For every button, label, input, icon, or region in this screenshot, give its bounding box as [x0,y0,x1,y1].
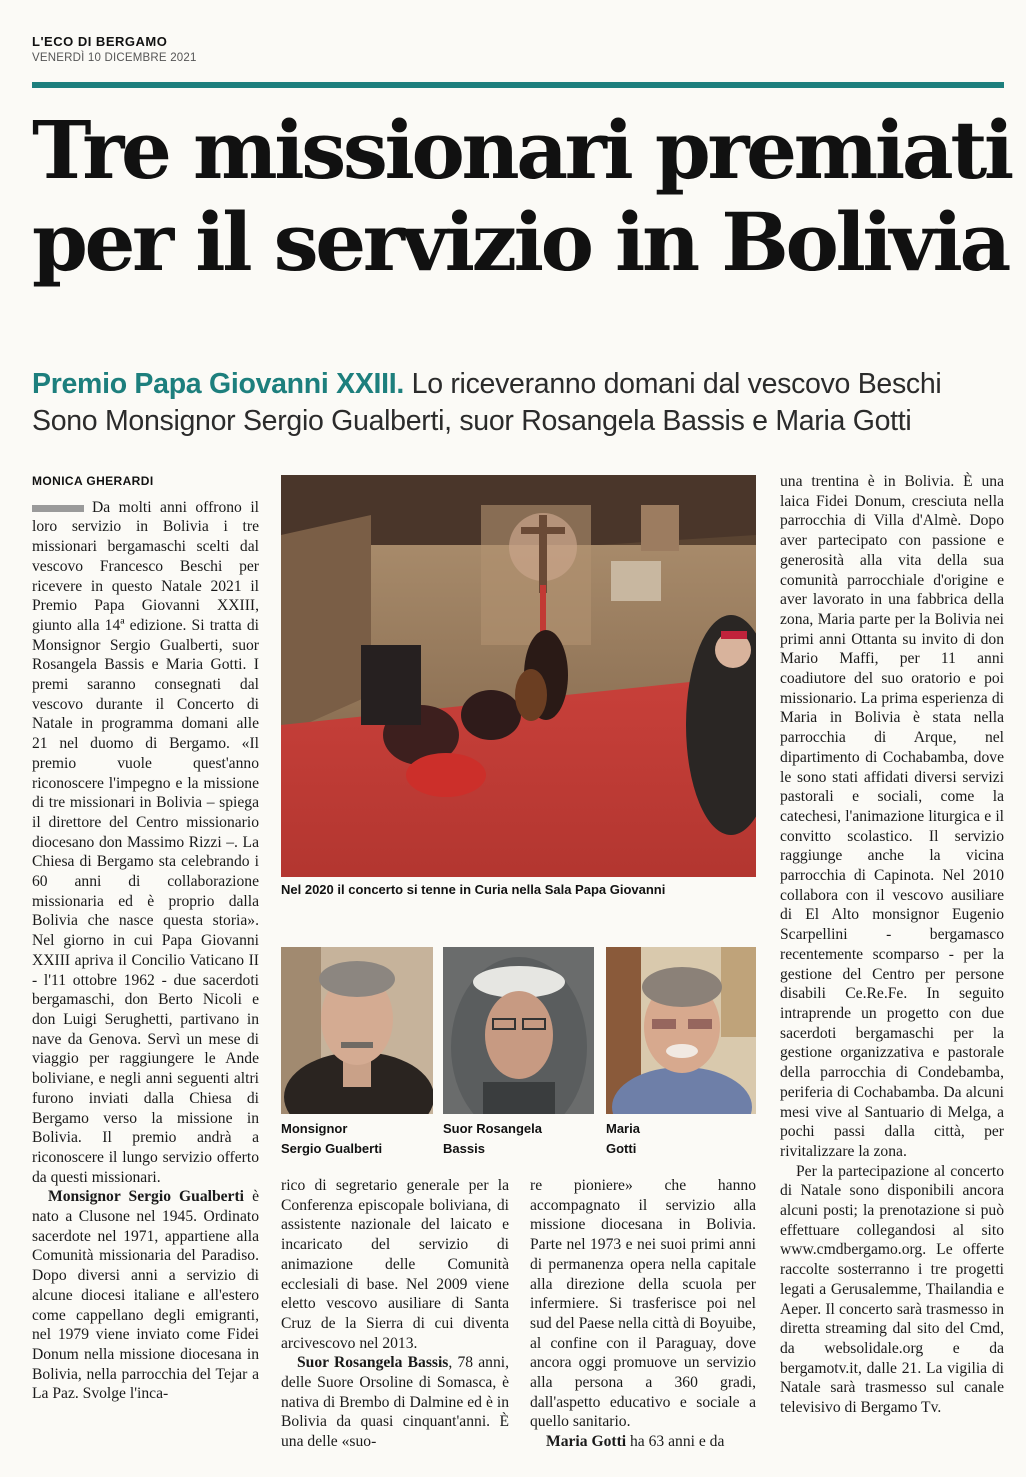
newspaper-name: L'ECO DI BERGAMO [32,34,168,49]
portrait-sergio-gualberti [281,947,433,1114]
col4-paragraph-2: Per la partecipazione al concerto di Natale sono disponibili ancora alcuni posti; la prenotazione si può effettuare collegandosi al sito www.cmdbergamo.org. Le offerte raccolte sosterranno i tre progetti legati a Gerusalemme, Thailandia e Aeper. Il concerto sarà trasmesso in diretta streaming dal sito del Cmd, da websolidale.org e da bergamotv.it, dalle 21. La vigilia di Natale sarà trasmesso sul canale televisivo di Bergamo Tv. [780,1162,1004,1417]
col3-p2-lead: Maria Gotti [546,1433,627,1451]
portrait-caption-2 [443,1119,594,1159]
portrait-rosangela-bassis [443,947,594,1114]
subhead-text-1: Lo riceveranno domani dal vescovo Beschi [404,368,942,400]
headline-line-2: per il servizio in Bolivia [32,195,1008,289]
col3-paragraph-1: re pioniere» che hanno accompagnato il servizio alla missione diocesana in Bolivia. Parte nel 1973 e nei suoi primi anni di permanenza opera nella capitale alla direzione della scuola per infermiere. Si trasferisce poi nel sud del Paese nella città di Boyuibe, al confine con il Paraguay, dove ancora oggi promuove un servizio alla persona a 360 gradi, dall'aspetto educativo e sociale a quello sanitario. [530,1177,756,1431]
article-column-1 [32,472,259,1404]
subhead-kicker: Premio Papa Giovanni XXIII. [32,368,405,400]
col1-p1-text: Da molti anni offrono il loro servizio in Bolivia i tre missionari bergamaschi scelti dal vescovo Francesco Beschi per ricevere in questo Natale 2021 il Premio Papa Giovanni XXIII, giunto alla 14ª edizione. Si tratta di Monsignor Sergio Gualberti, suor Rosangela Bassis e Maria Gotti. I premi saranno consegnati dal vescovo durante il Concerto di Natale in programma domani alle 21 nel duomo di Bergamo. «Il premio vuole quest'anno riconoscere l'impegno e la missione di tre missionari in Bolivia – spiega il direttore del Centro missionario diocesano don Massimo Rizzi –. La Chiesa di Bergamo sta celebrando i 60 anni di collaborazione missionaria ed è proprio dalla Bolivia che nasce questa storia». Nel giorno in cui Papa Giovanni XXIII apriva il Concilio Vaticano II - l'11 ottobre 1962 - due sacerdoti bergamaschi, don Berto Nicoli e don Luigi Serughetti, partivano in nave da Genova. Servì un mese di viaggio per raggiungere le Ande boliviane, e negli anni seguenti altri furono inviati dalla Chiesa di Bergamo verso la missione in Bolivia. Il premio andrà a riconoscere il lungo servizio offerto da questi missionari. [32,498,259,1186]
portrait-caption-line: Monsignor [281,1121,348,1136]
col4-paragraph-1: una trentina è in Bolivia. È una laica Fidei Donum, cresciuta nella parrocchia di Villa d'Almè. Dopo aver partecipato con passione e generosità alla vita della sua comunità parrocchiale d'origine e aver lavorato in una fabbrica della zona, Maria parte per la Bolivia nei primi anni Ottanta su invito di don Mario Maffi, per 11 anni coadiutore del suo oratorio e poi missionario. La prima esperienza di Maria in Bolivia è stata nella parrocchia di Arque, nel dipartimento di Cochabamba, dove le sono stati affidati diversi servizi pastorali e sociali, come la catechesi, l'animazione liturgica e il convitto scolastico. Il servizio raggiunge anche la vicina parrocchia di Capinota. Nel 2010 collabora con il vescovo ausiliare di El Alto monsignor Eugenio Scarpellini - bergamasco recentemente scomparso - per la gestione del Centro per persone disabili Ce.Re.Fe. In seguito intraprende un progetto con due sacerdoti bergamaschi per la gestione organizzativa e pastorale della parrocchia di Condebamba, periferia di Cochabamba. Da alcuni mesi vive al Santuario di Melga, a pochi passi dalla città, per rivitalizzare la zona. [780,473,1004,1160]
byline: MONICA GHERARDI [32,474,154,488]
lead-marker [32,505,84,512]
concert-photo [281,475,756,877]
portrait-maria-gotti [606,947,756,1114]
article-column-4 [780,472,1004,1418]
col1-paragraph-1 [32,498,259,1188]
portrait-image [443,947,594,1114]
portrait-caption-line: Gotti [606,1141,637,1156]
col3-p2-text: ha 63 anni e da [626,1433,725,1451]
top-rule [32,82,1004,88]
col1-p2-lead: Monsignor Sergio Gualberti [48,1188,245,1206]
col2-paragraph-1: rico di segretario generale per la Conferenza episcopale boliviana, di assistente nazionale del laicato e incaricato del servizio di animazione delle Comunità ecclesiali di base. Nel 2009 viene eletto vescovo ausiliare di Santa Cruz de la Sierra di cui diventa arcivescovo nel 2013. [281,1177,509,1352]
concert-photo-image [281,475,756,877]
photo-caption: Nel 2020 il concerto si tenne in Curia nella Sala Papa Giovanni [281,882,666,897]
article-column-3 [530,1176,756,1452]
col1-p2-text: è nato a Clusone nel 1945. Ordinato sacerdote nel 1971, appartiene alla Comunità missionaria del Paradiso. Dopo diversi anni a servizio di alcune diocesi italiane e all'estero come cappellano degli emigranti, nel 1979 viene inviato come Fidei Donum nella missione diocesana in Bolivia, nella parrocchia del Tejar a La Paz. Svolge l'inca- [32,1188,259,1403]
col2-p2-text: , 78 anni, delle Suore Orsoline di Somasca, è nativa di Brembo di Dalmine ed è in Bolivia da quasi cinquant'anni. È una delle «suo- [281,1354,509,1451]
portrait-caption-line: Sergio Gualberti [281,1141,383,1156]
portrait-image [606,947,756,1114]
subhead-text-2: Sono Monsignor Sergio Gualberti, suor Rosangela Bassis e Maria Gotti [32,405,912,437]
portrait-caption-line: Maria [606,1121,640,1136]
masthead [32,34,197,64]
portrait-caption-1 [281,1119,433,1159]
portrait-caption-3 [606,1119,756,1159]
article-column-2 [281,1176,509,1452]
col2-p2-lead: Suor Rosangela Bassis [297,1354,449,1372]
headline-line-1: Tre missionari premiati [32,103,1011,197]
col3-paragraph-2 [530,1432,756,1452]
portrait-image [281,947,433,1114]
portrait-caption-line: Bassis [443,1141,485,1156]
portrait-caption-line: Suor Rosangela [443,1121,542,1136]
col2-paragraph-2 [281,1353,509,1452]
article-headline [32,104,1012,288]
article-subhead [32,366,1007,440]
col1-paragraph-2 [32,1187,259,1404]
issue-date: VENERDÌ 10 DICEMBRE 2021 [32,52,197,64]
